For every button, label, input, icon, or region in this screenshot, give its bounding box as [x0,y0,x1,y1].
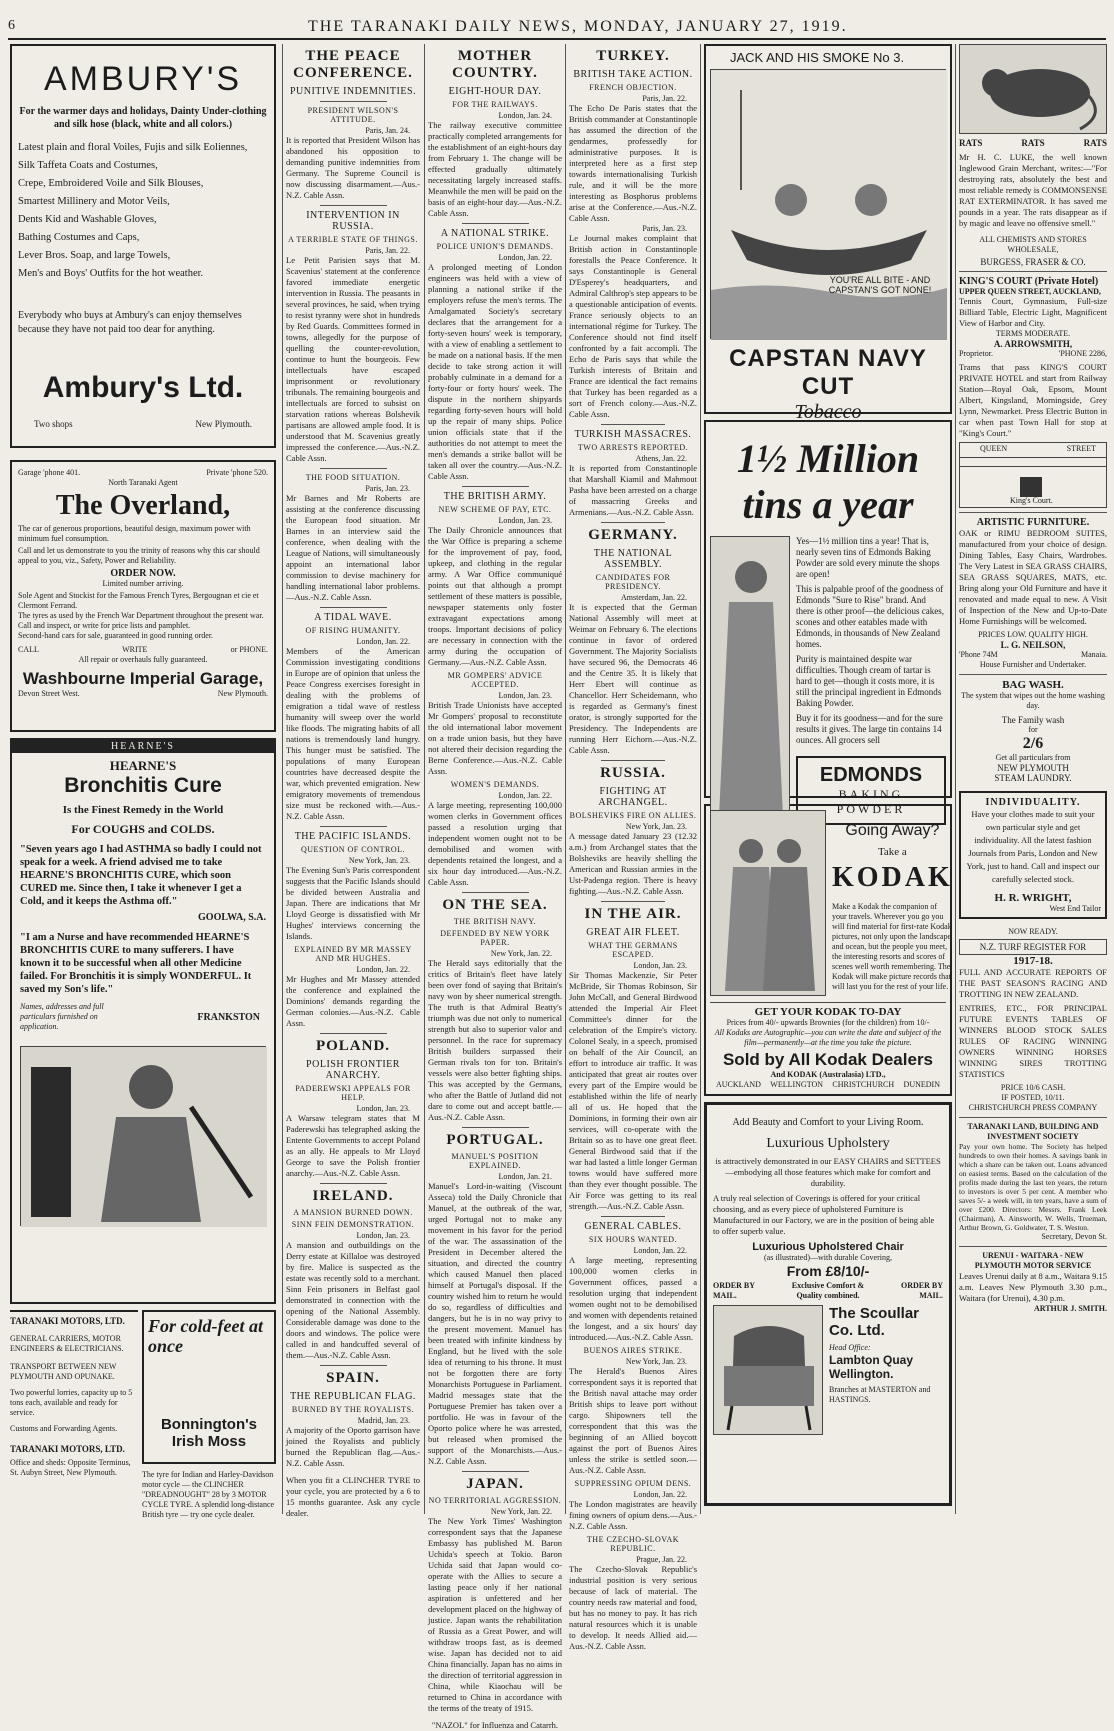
knight-illustration [20,1046,266,1226]
kodak-going: Going Away? [845,822,940,839]
women-body: A large meeting, representing 100,000 women clerks in Government offices passed a resolution urging that independent women ought not to be demobilised and women with dependents retained the longest, and a six hour day introduced.—Aus.-N.Z. Cable Assn. [428,800,562,887]
individuality-advert [959,791,1107,919]
sea-dateline: New York, Jan. 22. [490,949,552,958]
sea-subheading: THE BRITISH NAVY. [453,917,537,926]
gompers-heading: MR GOMPERS' ADVICE ACCEPTED. [447,671,543,689]
woman-icon [711,537,791,827]
turf-title: N.Z. TURF REGISTER FOR [959,939,1107,955]
ambury-advert [10,44,276,448]
individuality-role: West End Tailor [1049,904,1101,913]
kodak-illustration [710,810,826,996]
cables-heading: GENERAL CABLES. [584,1221,682,1232]
bonnington-advert [142,1310,276,1464]
air-dateline: London, Jan. 23. [633,961,687,970]
scoullar-advert [704,1102,952,1506]
pacific-body: The Evening Sun's Paris correspondent suggests that the Pacific Islands should be divided between Australia and Japan. There are indications that Mr Lloyd George is dissatisfied with Mr Hughes' interviews concerning the Islands. [286,865,420,941]
hearne-quote-2-signature: FRANKSTON [197,1012,260,1023]
ambury-name: AMBURY'S [43,60,243,98]
kings-phone: 'PHONE 2286, [1058,349,1107,358]
rats-heading: RATS [1083,138,1107,148]
legal-body: Pay your own home. The Society has helped hundreds to own their homes. A savings bank in which a share can be taken out. Loans advanced on easiest terms. Based on the calculation of the profits made during the last ten years, the return to investors is over 5 per cent. A member who saves 5/- a week will, in ten years, have a sum of over £200. Directors: Messrs. Frank Leek (Chairman), A. Ainsworth, W. Wells, Trueman, Arthur Brown, G. Goldwater, T. S. Weston. [959,1142,1107,1232]
food-dateline: Paris, Jan. 23. [365,484,410,493]
spain-subheading: THE REPUBLICAN FLAG. [290,1391,416,1402]
furniture-phone: 'Phone 74M [959,650,998,659]
hearne-for: For COUGHS and COLDS. [71,822,215,836]
kodak-city: CHRISTCHURCH [832,1080,895,1089]
taranaki-motors-advert [10,1310,138,1528]
pacific-dateline: New York, Jan. 23. [348,856,410,865]
cables-dateline-4: Prague, Jan. 22. [636,1555,687,1564]
garage-phone: Garage 'phone 401. [18,468,81,477]
germany-body: It is expected that the German National Assembly will meet at Weimar on February 6. The elections continue in favor of ordered Government. The Majority Socialists have secured 96, the Democrats 46 and the Centre 35. It is likely that Herr Ebert will continue as Chancellor. Herr Scheidemann, who is regarded as Germany's finest orator, is strongly supported for the Presidency. The Independents are running Herr Eichorn.—Aus.-N.Z. Cable Assn. [569,602,697,755]
food-heading: THE FOOD SITUATION. [305,473,401,482]
scoullar-illustrated: (as illustrated)—with durable Covering, [764,1253,892,1262]
mother-subheading: EIGHT-HOUR DAY. [448,86,542,97]
strike-dateline: London, Jan. 22. [498,253,552,262]
furniture-town: Manaia. [1081,650,1107,659]
bonnington-brand: Bonnington's Irish Moss [160,1416,258,1450]
germany-subheading: THE NATIONAL ASSEMBLY. [593,548,673,570]
overland-agent: North Taranaki Agent [108,478,178,487]
ambury-item: Smartest Millinery and Motor Veils, [18,196,170,207]
masthead [8,8,1106,40]
column-ads-right [959,44,1107,1514]
ferry-title: URENUI - WAITARA - NEW PLYMOUTH MOTOR SERVICE [974,1251,1092,1270]
ambury-shops: Two shops [34,419,73,429]
scoullar-order-left: ORDER BY MAIL. [713,1281,755,1300]
gompers-body: British Trade Unionists have accepted Mr Gompers' proposal to reconstitute the old international labor movement on a trade union basis, but they have not altered their decision regarding the Berne Conference.—Aus.-N.Z. Cable Assn. [428,700,562,776]
overland-street: Devon Street West. [18,689,80,698]
rats-body: Mr H. C. LUKE, the well known Inglewood Grain Merchant, writes:—"For destroying rats, absolutely the best and most reliable remedy is COMMONSENSE RAT EXTERMINATOR. It has saved me pounds in a year. The rats disappear as if by magic and leave no offensive smell." [959,152,1107,228]
ambury-item: Men's and Boys' Outfits for the hot weather. [18,268,204,279]
turf-year: 1917-18. [1013,955,1053,967]
edmonds-logo-3: POWDER [836,802,906,816]
turf-now: NOW READY. [1008,927,1058,936]
overland-phone-label: or PHONE. [230,645,268,654]
turf-entries: ENTRIES, ETC., FOR PRINCIPAL FUTURE EVENTS TABLES OF WINNERS BLOOD STOCK SALES RULES OF RACING WINNING OWNERS WINNING HORSES WINNING SIRES TROTTING STATISTICS [959,1003,1107,1079]
sea-subheading-2: DEFENDED BY NEW YORK PAPER. [440,929,550,947]
air-body: Sir Thomas Mackenzie, Sir Peter McBride, Sir Thomas Robinson, Sir John McCall, and General Birdwood attended the Imperial Air Fleet Committee's dinner for the celebration of the Empire's victory. Colonel Sealy, in a speech, promised on behalf of the Air Council, an effort to introduce air traffic. It was anticipated that great air routes over every part of the Empire would be established within the life of nearly all of us. He hoped that the Dominions, in forming their own air services, will co-operate with the Britain so as to have one great fleet. General Birdwood said that if the war had lasted a little longer German towns would have suffered more than they ever thought possible. The Air Force was getting to its real strength.—Aus.-N.Z. Cable Assn. [569,970,697,1211]
kings-proprietor: Proprietor. [959,349,993,358]
edmonds-logo-2: BAKING [838,787,904,801]
bag-laundry: STEAM LAUNDRY. [994,773,1072,783]
strike-body: A prolonged meeting of London engineers was held with a view of planning a national strike if the employers refuse the men's terms. The Amalgamated Society's secretary declares that the arrangement for a forty-seven hours' week is temporary, with a view of enabling a settlement to be made on a national basis. If the men decide to take strong action it will probably culminate in a demand for a forty-four or forty hours' week. The dispute in the northern shipyards regarding forty-seven hours will hold up the repair of many ships. Police union officials state that if the authorities do not attempt to meet the men's demands a strike ballot will be taken all over the country.—Aus.-N.Z. Cable Assn. [428,262,562,481]
massacres-dateline: Athens, Jan. 22. [635,454,687,463]
capstan-advert [704,44,952,423]
wave-subheading: OF RISING HUMANITY. [305,626,401,635]
overland-desc: The car of generous proportions, beautiful design, maximum power with minimum fuel consumption. [18,524,251,543]
women-dateline: London, Jan. 22. [498,791,552,800]
cables-dateline: London, Jan. 22. [633,1246,687,1255]
women-heading: WOMEN'S DEMANDS. [450,780,540,789]
column-news-2 [286,44,420,1518]
chair-illustration [713,1305,823,1435]
germany-heading: GERMANY. [588,527,678,543]
column-rule [955,44,956,1514]
edmonds-advert [704,420,952,816]
kings-terms: TERMS MODERATE. [995,329,1071,338]
bag-wash: The Family wash [1001,715,1065,725]
hearne-advert [10,738,276,1304]
individuality-name: H. R. WRIGHT, [994,892,1072,904]
scoullar-price: From £8/10/- [786,1263,870,1279]
rats-chemists: ALL CHEMISTS AND STORES WHOLESALE, [979,235,1087,254]
cables-body: A large meeting, representing 100,000 women clerks in Government offices, passed a resolution urging that independent women ought not to be demobilised and women with dependents retained the longest, and a six hours' day introduced.—Aus.-N.Z. Cable Assn. [569,1255,697,1342]
kodak-get: GET YOUR KODAK TO-DAY [710,1002,946,1018]
massacres-heading: TURKISH MASSACRES. [574,429,692,440]
food-body: Mr Barnes and Mr Roberts are assisting at the conference discussing the European food situation. Mr Barnes in an interview said the conference, when dealing with the League of Nations, will simultaneously appoint an international labor commission to devise machinery for handling international labor problems.—Aus.-N.Z. Cable Assn. [286,493,420,602]
mother-dateline: London, Jan. 24. [498,111,552,120]
ireland-body: A mansion and outbuildings on the Derry estate at Killaloe was destroyed by fire. Malice is suspected as the estate was recently sold to a merchant. Sinn Fein prisoners in Belfast gaol demonstrated in connection with the opening of the National Assembly. Considerable damage was done to the doors and windows. The police were called in and handcuffed several of them.—Aus.-N.Z. Cable Assn. [286,1240,420,1360]
kodak-auto: All Kodaks are Autographic—you can write the date and subject of the film—permanently—at the time you take the picture. [714,1028,942,1047]
russia2-body: A message dated January 23 (12.32 a.m.) from Archangel states that the Bolsheviks are heavily shelling the American and Russian armies in the Ust-Padenga region. There is heavy fighting.—Aus.-N.Z. Cable Assn. [569,831,697,896]
overland-town: New Plymouth. [217,689,268,698]
overland-second-hand: Second-hand cars for sale, guaranteed in good running order. [18,631,214,640]
overland-tyres: The tyres as used by the French War Department throughout the present war. [18,611,264,620]
hearne-names-note: Names, addresses and full particulars furnished on application. [20,1002,104,1031]
edmonds-logo-1: EDMONDS [819,764,923,786]
hearne-quote-1-signature: GOOLWA, S.A. [198,912,266,923]
portugal-dateline: London, Jan. 21. [498,1172,552,1181]
turkey-heading: TURKEY. [596,48,670,64]
cables-subheading-4: THE CZECHO-SLOVAK REPUBLIC. [586,1535,680,1553]
gompers-dateline: London, Jan. 23. [498,691,552,700]
knight-icon [21,1047,267,1227]
column-news-4 [569,44,697,1651]
kodak-body: Make a Kodak the companion of your travels. Wherever you go you will find material for first-rate Kodak pictures, not only upon the landscape and ocean, but the people you meet, the interesting resorts and scores of scenes well worth remembering. The Kodak will make picture records that will last you for the rest of your life. [832,902,952,991]
turkey-body: The Echo De Paris states that the British commander at Constantinople has assumed the direction of the gendarmes, professedly for administrative purposes. It is interpreted here as a first step towards internationalising Turkish rule, and it will be the more interesting as Bosphorus problems arise at the Conference.—Aus.-N.Z. Cable Assn. [569,103,697,223]
overland-advert [10,460,276,732]
column-rule [424,44,425,1514]
ireland-subheading-2: SINN FEIN DEMONSTRATION. [291,1220,415,1229]
ambury-item: Lever Bros. Soap, and large Towels, [18,250,171,261]
kings-proprietor-name: A. ARROWSMITH, [993,339,1073,349]
hearne-product: Bronchitis Cure [64,774,222,797]
poland-subheading-2: PADEREWSKI APPEALS FOR HELP. [295,1084,411,1102]
cables-dateline-2: New York, Jan. 23. [625,1357,687,1366]
wave-dateline: London, Jan. 22. [356,637,410,646]
tm-name-2: TARANAKI MOTORS, LTD. [10,1444,125,1454]
edmonds-headline: 1½ Million tins a year [736,436,920,527]
scoullar-body: is attractively demonstrated in our EASY CHAIRS and SETTEES—embodying all those features which make for comfort and durability. [715,1156,941,1188]
scoullar-order-mid: Exclusive Comfort & Quality combined. [791,1281,865,1300]
ambury-tagline: For the warmer days and holidays, Dainty Under-clothing and silk hose (black, white and all colors.) [19,106,267,130]
army-dateline: London, Jan. 23. [498,516,552,525]
strike-heading: A NATIONAL STRIKE. [440,228,550,239]
scoullar-branches: Branches at MASTERTON and HASTINGS. [829,1385,931,1404]
spain-dateline: Madrid, Jan. 23. [357,1416,410,1425]
kings-body: Tennis Court, Gymnasium, Full-size Billiard Table, Electric Light, Magnificent View of Harbor and City. [959,296,1107,328]
hearne-quote-1: "Seven years ago I had ASTHMA so badly I could not speak for a week. A friend advised me to take HEARNE'S BRONCHITIS CURE, which soon CURED me. Since then, I take it whenever I get a Cold, and it keeps the Asthma off." [20,844,262,907]
individuality-title: INDIVIDUALITY. [985,797,1081,808]
individuality-body: Have your clothes made to suit your own particular style and get individuality. All the latest fashion Journals from Paris, London and New York, just to hand. Call and inspect our carefully selected stock. [966,809,1100,884]
ambury-item: Dents Kid and Washable Gloves, [18,214,157,225]
germany-dateline: Amsterdam, Jan. 22. [621,593,687,602]
wave-heading: A TIDAL WAVE. [314,612,392,623]
massey-heading: EXPLAINED BY MR MASSEY AND MR HUGHES. [294,945,412,963]
woman-illustration [710,536,790,826]
japan-subheading: NO TERRITORIAL AGGRESSION. [428,1496,562,1505]
overland-call-label: CALL [18,645,39,654]
ferry-name: ARTHUR J. SMITH. [1033,1304,1107,1313]
edmonds-body-1: Yes—1½ million tins a year! That is, nearly seven tins of Edmonds Baking Powder are sold every minute the shops are open! [796,536,940,579]
mother-body: The railway executive committee practically completed arrangements for the establishment of an eight-hours day from February 1. The change will be effected gradually ultimately necessitating largely increased staffs. Meanwhile the men will be paid on the basis of an eight-hour day.—Aus.-N.Z. Cable Assn. [428,120,562,218]
spain-heading: SPAIN. [326,1370,380,1386]
sea-heading: ON THE SEA. [442,897,548,913]
spain-body: A majority of the Oporto garrison have joined the Royalists and publicly burned the Republican flag.—Aus.-N.Z. Cable Assn. [286,1425,420,1468]
spain-subheading-2: BURNED BY THE ROYALISTS. [291,1405,415,1414]
ireland-subheading: A MANSION BURNED DOWN. [293,1208,413,1217]
ambury-town: New Plymouth. [195,419,252,429]
column-rule [700,44,701,1514]
scoullar-add: Add Beauty and Comfort to your Living Room. [732,1117,924,1128]
strike-subheading: POLICE UNION'S DEMANDS. [436,242,554,251]
turf-price: PRICE 10/6 CASH. [1000,1083,1066,1092]
hearne-banner: HEARNE'S [12,740,274,753]
bag-body: The system that wipes out the home washing day. [961,691,1105,710]
kodak-city: AUCKLAND [716,1080,761,1089]
edmonds-body-3: Purity is maintained despite war difficulties. Though cream of tartar is hard to get—though it costs more, it is still the principal ingredient in Edmonds Baking Powder. [796,654,942,708]
furniture-role: House Furnisher and Undertaker. [979,660,1087,669]
air-subheading-2: WHAT THE GERMANS ESCAPED. [588,941,678,959]
capstan-bubble: YOU'RE ALL BITE - AND CAPSTAN'S GOT NONE! [828,275,932,295]
massacres-subheading: TWO ARRESTS REPORTED. [577,443,689,452]
scoullar-lambton: Lambton Quay Wellington. [829,1353,914,1381]
turkey-subheading: BRITISH TAKE ACTION. [573,69,693,80]
rats-heading: RATS [1021,138,1045,148]
rat-icon [960,45,1108,135]
air-subheading: GREAT AIR FLEET. [586,927,680,938]
massey-body: Mr Hughes and Mr Massey attended the conference and explained the Dominions' demands regarding the German colonies.—Aus.-N.Z. Cable Assn. [286,974,420,1028]
bag-for: for [1028,725,1038,734]
overland-limited: Limited number arriving. [102,579,184,588]
army-heading: THE BRITISH ARMY. [443,491,547,502]
capstan-brand: CAPSTAN NAVY CUT [729,345,927,400]
mother-subheading-2: FOR THE RAILWAYS. [452,100,538,109]
map-label: King's Court. [1010,496,1053,505]
army-body: The Daily Chronicle announces that the War Office is preparing a scheme for the improvement of pay, food, upkeep, and clothing in the regular army. A War Office communiqué points out that although a prompt settlement of these matters is possible, newspaper statements only foster extravagant expectations among troops. Important decisions of policy are necessary in connection with the army during the occupation of Germany.—Aus.-N.Z. Cable Assn. [428,525,562,667]
ambury-item: Bathing Costumes and Caps, [18,232,140,243]
map-queen-label: QUEEN [980,444,1008,453]
peace-heading: THE PEACE CONFERENCE. [293,48,413,81]
poland-heading: POLAND. [315,1038,391,1054]
private-phone: Private 'phone 520. [206,468,268,477]
russia2-heading: RUSSIA. [600,765,666,781]
armchair-icon [714,1306,824,1436]
kodak-brand: KODAK [832,862,953,893]
russia2-dateline: New York, Jan. 23. [625,822,687,831]
legal-title: TARANAKI LAND, BUILDING AND INVESTMENT SOCIETY [967,1122,1099,1141]
map-building-icon [1020,477,1042,497]
column-ads-middle [704,44,952,1514]
kodak-and: And KODAK (Australasia) LTD., [770,1070,886,1079]
tm-address: Office and sheds: Opposite Terminus, St. Aubyn Street, New Plymouth. [10,1458,131,1477]
tm-customs: Customs and Forwarding Agents. [10,1424,118,1433]
overland-write-label: WRITE [122,645,148,654]
japan-heading: JAPAN. [466,1476,524,1492]
russia2-subheading-2: BOLSHEVIKS FIRE ON ALLIES. [569,811,697,820]
kings-address: UPPER QUEEN STREET, AUCKLAND, [959,287,1101,296]
map-street-label: STREET [1066,444,1096,453]
japan-body: The New York Times' Washington correspondent says that the Japanese Embassy has published M. Baron Uchida's speech at Tokio. Baron Uchida said that Japan would co-operate with the Allies to secure a lasting peace only if her national aspiration is unfettered and her development placed on the highway of justice. Japan wants the rehabilitation of Russia as a Great Power, and will withdraw troops fast, as is deemed wise. Japan has decided not to aid China financially. Japan has no aims in the direction of territorial aggression in China, while Kiaochau will be returned to China in accordance with the terms of the treaty of 1915. [428,1516,562,1713]
tm-transport: TRANSPORT BETWEEN NEW PLYMOUTH AND OPUNAKE. [10,1362,117,1381]
column-rule [565,44,566,1514]
poland-subheading: POLISH FRONTIER ANARCHY. [306,1059,400,1081]
kodak-prices: Prices from 40/- upwards Brownies (for the children) from 10/- [726,1018,930,1027]
kodak-sold: Sold by All Kodak Dealers [722,1050,934,1069]
legal-secretary: Secretary, Devon St. [1041,1232,1107,1241]
tm-services: GENERAL CARRIERS, MOTOR ENGINEERS & ELECTRICIANS. [10,1334,124,1353]
ireland-heading: IRELAND. [312,1188,394,1204]
cables-body-2: The Herald's Buenos Aires correspondent says it is reported that the British naval attache may order British ships to leave port without cargo. Shipowners tell the correspondent that this was the beginning of an Allied boycott against the port of Buenos Aires unless the strike is settled soon.—Aus.-N.Z. Cable Assn. [569,1366,697,1475]
capstan-caption: JACK AND HIS SMOKE No 3. [730,50,905,65]
kodak-take: Take a [877,846,907,858]
masthead-title: THE TARANAKI DAILY NEWS, MONDAY, JANUARY 27, 1919. [308,18,848,35]
overland-garage: Washbourne Imperial Garage, [22,669,264,688]
kodak-city: DUNEDIN [903,1080,940,1089]
portugal-subheading: MANUEL'S POSITION EXPLAINED. [451,1152,539,1170]
camera-women-icon [711,811,827,997]
peace-subheading: PUNITIVE INDEMNITIES. [289,86,417,97]
russia2-subheading: FIGHTING AT ARCHANGEL. [598,786,668,808]
ambury-notice: Everybody who buys at Ambury's can enjoy themselves because they have not paid too dear for anything. [18,310,242,335]
furniture-body: OAK or RIMU BEDROOM SUITES, manufactured from your choice of design. Dining Tables, Easy Chairs, Wardrobes. The Very Latest in SEA GRASS CHAIRS, SEA GRASS SQUARES, MATS, etc. Bring along your Old Furniture and have it renovated and made equal to new. A Visit of Inspection of the New and Up-to-Date Home Furnishings will be welcomed. [959,528,1107,626]
turkey-body-2: Le Journal makes complaint that British action in Constantinople forestalls the Peace Conference. It says Constantinople is General D'Esperey's headquarters, and Admiral Calthrop's step appears to be a questionable anticipation of events. France seriously objects to an international régime for Turkey. The Conference should not find itself confronted by a fait accompli. The Echo de Paris says that while the Turkish interests of Britain and France are identical the fact remains that Turkey has been regarded as a sort of French colony.—Aus.-N.Z. Cable Assn. [569,233,697,419]
japan-dateline: New York, Jan. 22. [490,1507,552,1516]
ambury-item: Silk Taffeta Coats and Costumes, [18,160,158,171]
sea-body: The Herald says editorially that the critics of Britain's fleet have lately been over fond of saying that Britain's navy won by sheer numerical strength. The truth is that Admiral Beatty's triumph was due not only to numerical strength but also to superior valor and personnel. In the race for supremacy British builders surpassed their German rivals ton for ton. Britain's vessels were also better fighting ships. This was accepted by the Germans, who after the Battle of Jutland did not dare to come out and accept battle.—Aus.-N.Z. Cable Assn. [428,958,562,1122]
cables-dateline-3: London, Jan. 22. [633,1490,687,1499]
column-rule [282,44,283,1514]
massey-dateline: London, Jan. 22. [356,965,410,974]
massacres-body: It is reported from Constantinople that Marshall Kiamil and Mahmout Pasha have been arrested on a charge of massacring Greeks and Armenians.—Aus.-N.Z. Cable Assn. [569,463,697,517]
cables-subheading-3: SUPPRESSING OPIUM DENS. [574,1479,692,1488]
capstan-illustration [710,69,946,339]
tm-lorries: Two powerful lorries, capacity up to 5 tons each, available and ready for service. [10,1388,133,1417]
russia-dateline: Paris, Jan. 22. [365,246,410,255]
scoullar-head-office: Head Office: [829,1343,871,1352]
kodak-city: WELLINGTON [770,1080,823,1089]
cables-subheading-2: BUENOS AIRES STRIKE. [583,1346,683,1355]
pacific-heading: THE PACIFIC ISLANDS. [294,831,412,842]
hearne-finest: Is the Finest Remedy in the World [62,804,224,816]
kodak-advert [704,804,952,1096]
furniture-title: ARTISTIC FURNITURE. [976,517,1090,528]
overland-inspect: Call and inspect, or write for price lists and pamphlet. [18,621,191,630]
kings-trams: Trams that pass KING'S COURT PRIVATE HOTEL and start from Railway Station—Royal Oak, Epsom, Mount Albert, Kingsland, Morningside, Grey Lynn, Newmarket. Press Electric Button in car when past Town Hall for stop at "King's Court." [959,362,1107,438]
portugal-heading: PORTUGAL. [446,1132,544,1148]
bag-np: NEW PLYMOUTH [997,763,1069,773]
ambury-item: Crepe, Embroidered Voile and Silk Blouses, [18,178,204,189]
rats-heading: RATS [959,138,983,148]
scoullar-body-2: A truly real selection of Coverings is offered for your critical choosing, and as every piece of upholstered Furniture is Manufactured in our Factory, we are in the position of being able to offer superb value. [713,1193,935,1236]
edmonds-body-2: This is palpable proof of the goodness of Edmonds "Sure to Rise" brand. And there is other proof—the delicious cakes, scones and other eatables made with Edmonds, in thousands of New Zealand homes. [796,584,944,649]
capstan-tobacco: Tobacco [794,401,862,423]
turkey-dateline-2: Paris, Jan. 23. [642,224,687,233]
bag-title: BAG WASH. [1002,679,1064,691]
scoullar-order-right: ORDER BY MAIL. [900,1281,943,1300]
edmonds-body-4: Buy it for its goodness—and for the sure results it gives. The large tin contains 14 ounces. All grocers sell [796,713,943,745]
overland-order: ORDER NOW. [110,568,176,579]
scoullar-chair: Luxurious Upholstered Chair [752,1241,904,1253]
scoullar-company: The Scoullar Co. Ltd. [829,1305,920,1339]
turkey-dateline: Paris, Jan. 22. [642,94,687,103]
ambury-ltd: Ambury's Ltd. [42,371,244,404]
sailors-boat-icon [711,70,947,340]
russia-heading: INTERVENTION IN RUSSIA. [306,210,400,232]
bag-get: Get all particulars from [995,753,1071,762]
tm-name: TARANAKI MOTORS, LTD. [10,1316,125,1326]
overland-agents: Sole Agent and Stockist for the Famous French Tyres, Bergougnan et cie et Clermont Ferrand. [18,591,259,610]
bonnington-headline: For cold-feet at once [148,1316,263,1356]
column-news-3 [428,44,562,1730]
kings-title: KING'S COURT (Private Hotel) [959,276,1099,287]
bag-price: 2/6 [1022,735,1044,752]
turf-posted: IF POSTED, 10/11. [1001,1093,1065,1102]
air-heading: IN THE AIR. [584,906,682,922]
hearne-quote-2: "I am a Nurse and have recommended HEARNE'S BRONCHITIS CURE to many sufferers. I have known it to be successful when all other Medicine failed. For Bronchitis it is simply WONDERFUL. It saved my Son's life." [20,932,252,995]
overland-name: The Overland, [55,490,231,521]
peace-dateline: Paris, Jan. 24. [365,126,410,135]
cables-body-4: The Czecho-Slovak Republic's industrial position is very serious because of lack of material. The country needs raw material and food, but has no money to pay. It has rich natural resources which it is unable to develop. It needs Allied aid.—Aus.-N.Z. Cable Assn. [569,1564,697,1651]
pacific-subheading: QUESTION OF CONTROL. [301,845,405,854]
overland-repairs: All repair or overhauls fully guaranteed. [78,655,208,664]
turkey-subheading-2: FRENCH OBJECTION. [589,83,677,92]
ambury-item: Latest plain and floral Voiles, Fujis and silk Eoliennes, [18,142,248,153]
ambury-items [18,139,268,283]
russia-subheading: A TERRIBLE STATE OF THINGS. [288,235,418,244]
hearne-name: HEARNE'S [109,758,177,773]
russia-body: Le Petit Parisien says that M. Scavenius' statement at the conference favored immediate energetic intervention in Russia. The peasants in several provinces, he said, when trying to resist tyranny were shot in hundreds by Red Guards. Committees formed in towns, allegedly for the purpose of quelling the counter-revolution, continue to hunt the bourgeois. Few intellectuals have escaped imprisonment or revolutionary tribunals. The remaining bourgeois and intellectuals are forced to subsist on starvation rations whereas Bolshevik partisans are allowed ample food. It is understood that M. Scavenius greatly impressed the conference.—Aus.-N.Z. Cable Assn. [286,255,420,463]
mother-heading: MOTHER COUNTRY. [452,48,538,81]
ferry-body: Leaves Urenui daily at 8 a.m., Waitara 9.15 a.m. Leaves New Plymouth 3.30 p.m., Waitara (for Urenui), 4.30 p.m. [959,1271,1107,1303]
army-subheading: NEW SCHEME OF PAY, ETC. [438,505,552,514]
scoullar-headline: Luxurious Upholstery [766,1136,890,1151]
turf-body: FULL AND ACCURATE REPORTS OF THE PAST SEASON'S RACING AND TROTTING IN NEW ZEALAND. [959,967,1107,999]
cables-subheading: SIX HOURS WANTED. [588,1235,678,1244]
germany-subheading-2: CANDIDATES FOR PRESIDENCY. [595,573,671,591]
portugal-body: Manuel's Lord-in-waiting (Viscount Asseca) told the Daily Chronicle that Manuel, at the outbreak of the war, urged Portugal not to make any movement in his favor for the period of the war. The assassination of the President in December altered the situation, and directed the country which caused Manuel then placed himself at Portugal's disposal. If the country wished him to return he would do so, regardless of difficulties and dangers, but he is in no way privy to the present movement. Manuel has been treated with infinite kindness by England, but he lived with the sole idea of returning to his throne. It must not be forgotten there are forty Monarchists Portuguese in Parliament. Madrid messages state that the Portuguese Premier has taken over a portfolio. He was in favour of the Oporto police where he was arrested, but released when promised the support of the Monarchists.—Aus.-N.Z. Cable Assn. [428,1181,562,1466]
poland-dateline: London, Jan. 23. [356,1104,410,1113]
clincher-advert: The tyre for Indian and Harley-Davidson motor cycle — the CLINCHER "DREADNOUGHT" 28 by 3 MOTOR CYCLE TYRE. A splendid long-distance British tyre — try one cycle dealer. [142,1470,275,1519]
rats-wholesale: BURGESS, FRASER & CO. [980,257,1086,267]
page-number: 6 [8,18,15,33]
column-ads-left [10,44,276,1519]
kings-map [959,442,1107,508]
overland-call: Call and let us demonstrate to you the trinity of reasons why this car should appeal to you, viz., Safety, Power and Reliability. [18,546,260,565]
turf-company: CHRISTCHURCH PRESS COMPANY [968,1103,1098,1112]
clincher-footnote: When you fit a CLINCHER TYRE to your cycle, you are protected by a 6 to 15 months guarantee. Ask any cycle dealer. [286,1475,420,1518]
furniture-name: L. G. NEILSON, [1000,640,1066,650]
nazol-footnote: "NAZOL" for Influenza and Catarrh. [431,1720,559,1730]
wave-body: Members of the American Commission investigating conditions in Europe are of opinion that unless the Peace Congress exercises foresight in dealing with the problems of emigration a tidal wave of restless humanity will sweep over the world like floods. The migrating habits of all nations is tremendously land hungry. This hunger must be satisfied. The populations of many European countries have decreased despite the war, which prevented emigration. New emigratory movements of tremendous size must be reckoned with.—Aus.-N.Z. Cable Assn. [286,646,420,821]
rat-illustration [959,44,1107,134]
peace-subheading-2: PRESIDENT WILSON'S ATTITUDE. [307,106,399,124]
peace-body: It is reported that President Wilson has abandoned his opposition to demanding punitive indemnities from Germany. The Supreme Council is now discussing disarmament.—Aus.-N.Z. Cable Assn. [286,135,420,200]
ireland-dateline: London, Jan. 23. [356,1231,410,1240]
poland-body: A Warsaw telegram states that M Paderewski has telegraphed asking the Entente Governments to accept Poland as an ally. He appeals to Mr Lloyd George to save the Polish frontier anarchy.—Aus.-N.Z. Cable Assn. [286,1113,420,1178]
cables-body-3: The London magistrates are heavily fining owners of opium dens.—Aus.-N.Z. Cable Assn. [569,1499,697,1531]
furniture-prices: PRICES LOW. QUALITY HIGH. [978,630,1088,639]
